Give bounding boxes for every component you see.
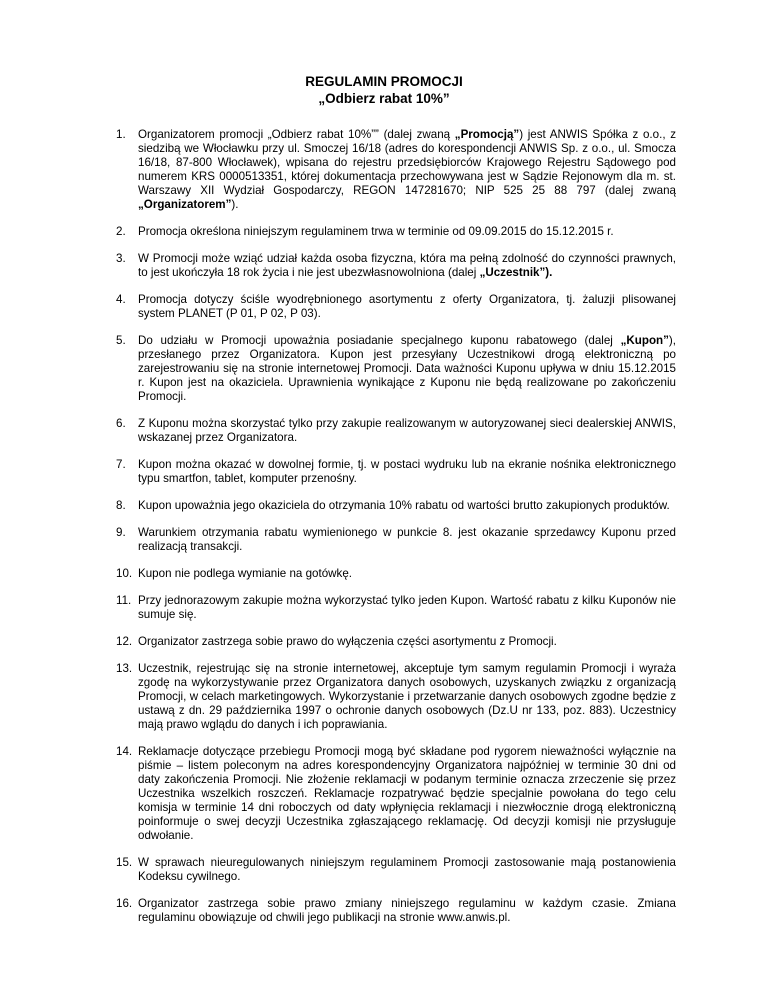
rule-item bbox=[116, 856, 676, 884]
rule-text-segment: Uczestnik, rejestrując się na stronie internetowej, akceptuje tym samym regulamin Promocji i wyraża zgodę na wykorzystywanie przez Organizatora danych osobowych, uzyskanych związku z organizacją Promocji, w celach marketingowych. Wykorzystanie i przetwarzanie danych osobowych zgodne będzie z ustawą z dn. 29 października 1997 o ochronie danych osobowych (Dz.U nr 133, poz. 883). Uczestnicy mają prawo wglądu do danych i ich poprawiania. bbox=[138, 662, 676, 731]
rule-text bbox=[138, 128, 676, 212]
rule-number: 8. bbox=[116, 499, 126, 512]
rule-text bbox=[138, 662, 676, 732]
rule-text-bold: „Uczestnik”). bbox=[479, 266, 553, 279]
rule-text-segment: Reklamacje dotyczące przebiegu Promocji mogą być składane pod rygorem nieważności wyłącznie na piśmie – listem poleconym na adres korespondencyjny Organizatora najpóźniej w terminie 30 dni od daty zakończenia Promocji. Nie złożenie reklamacji w podanym terminie oznacza zrzeczenie się przez Uczestnika wszelkich roszczeń. Reklamacje rozpatrywać będzie specjalnie powołana do tego celu komisja w terminie 14 dni roboczych od daty wpłynięcia reklamacji i niezwłocznie drogą elektroniczną poinformuje o swej decyzji Uczestnika zgłaszającego reklamację. Od decyzji komisji nie przysługuje odwołanie. bbox=[138, 745, 676, 842]
rule-text-segment: Promocja dotyczy ściśle wyodrębnionego asortymentu z oferty Organizatora, tj. żaluzji plisowanej system PLANET (P 01, P 02, P 03). bbox=[138, 293, 676, 320]
rule-item bbox=[116, 526, 676, 554]
rule-text bbox=[138, 635, 676, 649]
rule-text-segment: Do udziału w Promocji upoważnia posiadanie specjalnego kuponu rabatowego (dalej bbox=[138, 334, 621, 347]
rule-text-segment: Organizator zastrzega sobie prawo do wyłączenia części asortymentu z Promocji. bbox=[138, 635, 557, 648]
rule-item bbox=[116, 458, 676, 486]
rule-text-bold: „Promocją” bbox=[454, 128, 520, 141]
rule-text bbox=[138, 458, 676, 486]
rule-number: 3. bbox=[116, 252, 126, 265]
rule-text-segment: Kupon upoważnia jego okaziciela do otrzymania 10% rabatu od wartości brutto zakupionych produktów. bbox=[138, 499, 670, 512]
rule-number: 16. bbox=[116, 897, 133, 910]
rule-number: 5. bbox=[116, 334, 126, 347]
rule-text-segment: ), przesłanego przez Organizatora. Kupon jest przesyłany Uczestnikowi drogą elektroniczną po zarejestrowaniu się na stronie internetowej Promocji. Data ważności Kuponu upływa w dniu 15.12.2015 r. Kupon jest na okaziciela. Uprawnienia wynikające z Kuponu nie będą realizowane po zakończeniu Promocji. bbox=[138, 334, 676, 403]
rule-item bbox=[116, 293, 676, 321]
rule-text-segment: Kupon nie podlega wymianie na gotówkę. bbox=[138, 567, 352, 580]
rule-item bbox=[116, 662, 676, 732]
rule-text bbox=[138, 334, 676, 404]
rule-item bbox=[116, 499, 676, 513]
rule-text-bold: „Organizatorem” bbox=[138, 198, 232, 211]
rule-text bbox=[138, 897, 676, 925]
rule-number: 10. bbox=[116, 567, 133, 580]
rule-number: 15. bbox=[116, 856, 133, 869]
rule-text bbox=[138, 417, 676, 445]
document-title bbox=[0, 73, 768, 107]
rule-item bbox=[116, 334, 676, 404]
rule-item bbox=[116, 417, 676, 445]
rule-text bbox=[138, 499, 676, 513]
rule-text bbox=[138, 567, 676, 581]
rule-item bbox=[116, 594, 676, 622]
rule-text-segment: W sprawach nieuregulowanych niniejszym regulaminem Promocji zastosowanie mają postanowienia Kodeksu cywilnego. bbox=[138, 856, 676, 883]
rule-text-segment: Przy jednorazowym zakupie można wykorzystać tylko jeden Kupon. Wartość rabatu z kilku Kuponów nie sumuje się. bbox=[138, 594, 676, 621]
rule-number: 13. bbox=[116, 662, 133, 675]
rule-number: 14. bbox=[116, 745, 133, 758]
rule-text-segment: ). bbox=[231, 198, 239, 211]
rule-text-segment: Promocja określona niniejszym regulaminem trwa w terminie od 09.09.2015 do 15.12.2015 r. bbox=[138, 225, 614, 238]
rule-number: 4. bbox=[116, 293, 126, 306]
rule-text bbox=[138, 293, 676, 321]
title-line-2: „Odbierz rabat 10%” bbox=[318, 91, 450, 106]
rule-item bbox=[116, 567, 676, 581]
rule-text bbox=[138, 252, 676, 280]
rule-number: 12. bbox=[116, 635, 133, 648]
rule-number: 1. bbox=[116, 128, 126, 141]
rule-text bbox=[138, 526, 676, 554]
rule-text-segment: Warunkiem otrzymania rabatu wymienionego w punkcie 8. jest okazanie sprzedawcy Kuponu przed realizacją transakcji. bbox=[138, 526, 676, 553]
rule-text-segment: Organizator zastrzega sobie prawo zmiany niniejszego regulaminu w każdym czasie. Zmiana regulaminu obowiązuje od chwili jego publikacji na stronie www.anwis.pl. bbox=[138, 897, 676, 924]
rule-item bbox=[116, 897, 676, 925]
rule-number: 2. bbox=[116, 225, 126, 238]
rules-list bbox=[116, 128, 676, 938]
rule-item bbox=[116, 745, 676, 843]
rule-text-segment: W Promocji może wziąć udział każda osoba fizyczna, która ma pełną zdolność do czynności prawnych, to jest ukończyła 18 rok życia i nie jest ubezwłasnowolniona (dalej bbox=[138, 252, 676, 279]
rule-text-bold: „Kupon” bbox=[620, 334, 669, 347]
rule-text-segment: ) jest ANWIS Spółka z o.o., z siedzibą we Włocławku przy ul. Smoczej 16/18 (adres do korespondencji ANWIS Sp. z o.o., ul. Smocza 16/18, 87-800 Włocławek), wpisana do rejestru przedsiębiorców Krajowego Rejestru Sądowego pod numerem KRS 0000513351, której dokumentacja przechowywana jest w Sądzie Rejonowym dla m. st. Warszawy XII Wydział Gospodarczy, REGON 147281670; NIP 525 25 88 797 (dalej zwaną bbox=[138, 128, 677, 197]
rule-item bbox=[116, 252, 676, 280]
title-line-1: REGULAMIN PROMOCJI bbox=[305, 74, 463, 89]
rule-text-segment: Organizatorem promocji „Odbierz rabat 10%”” (dalej zwaną bbox=[138, 128, 455, 141]
rule-number: 9. bbox=[116, 526, 126, 539]
rule-number: 6. bbox=[116, 417, 126, 430]
rule-text-segment: Kupon można okazać w dowolnej formie, tj. w postaci wydruku lub na ekranie nośnika elektronicznego typu smartfon, tablet, komputer przenośny. bbox=[138, 458, 676, 485]
rule-text bbox=[138, 856, 676, 884]
rule-item bbox=[116, 635, 676, 649]
rule-text bbox=[138, 225, 676, 239]
rule-number: 11. bbox=[116, 594, 132, 607]
rule-text bbox=[138, 745, 676, 843]
rule-item bbox=[116, 128, 676, 212]
rule-number: 7. bbox=[116, 458, 126, 471]
rule-text bbox=[138, 594, 676, 622]
rule-text-segment: Z Kuponu można skorzystać tylko przy zakupie realizowanym w autoryzowanej sieci dealerskiej ANWIS, wskazanej przez Organizatora. bbox=[138, 417, 676, 444]
rule-item bbox=[116, 225, 676, 239]
